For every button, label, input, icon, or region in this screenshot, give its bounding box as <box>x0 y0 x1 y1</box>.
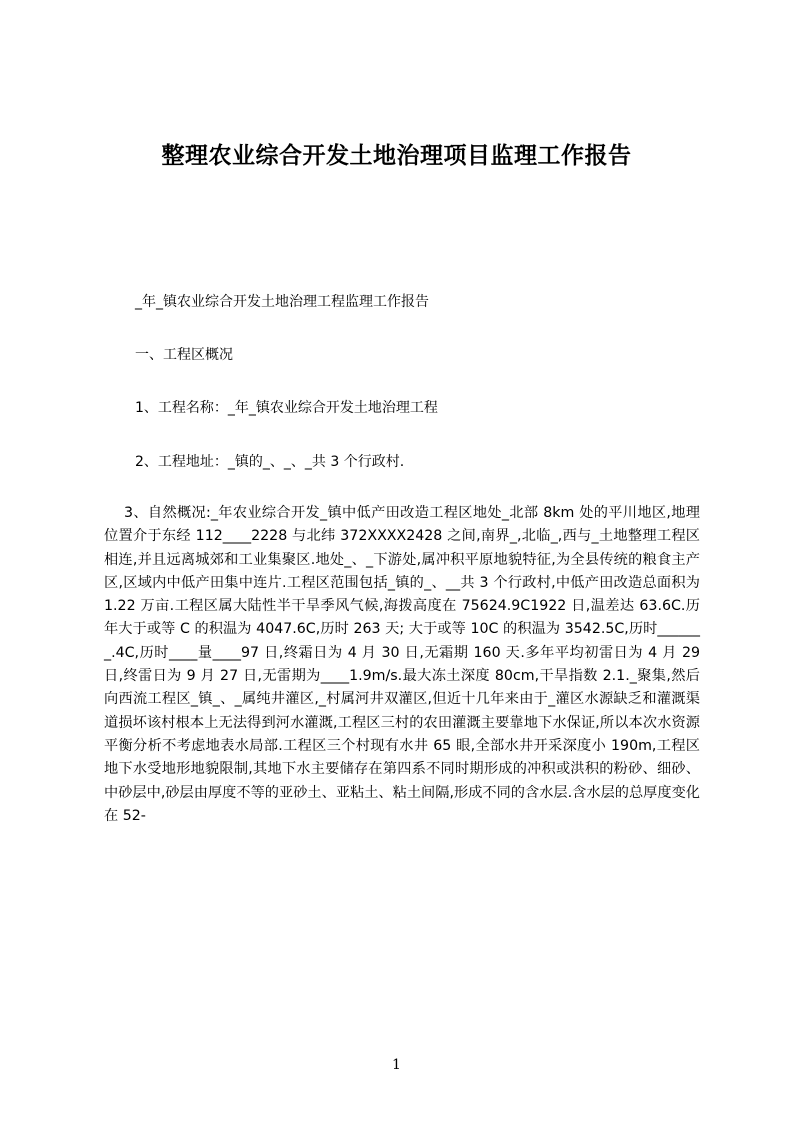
natural-overview-paragraph: 3、自然概况:_年农业综合开发_镇中低产田改造工程区地处_北部 8km 处的平川地区,地理位置介于东经 112____2228 与北纬 372XXXX2428 之间,南界_,北临_,西与_土地整理工程区相连,并且远离城郊和工业集聚区.地处_、_下游处,属冲积平原地貌特征,为全县传统的粮食主产区,区域内中低产田集中连片.工程区范围包括_镇的_、__共 3 个行政村,中低产田改造总面积为 1.22 万亩.工程区属大陆性半干旱季风气候,海拨高度在 75624.9C1922 日,温差达 63.6C.历年大于或等 C 的积温为 4047.6C,历时 263 天; 大于或等 10C 的积温为 3542.5C,历时_______.4C,历时____量____97 日,终霜日为 4 月 30 日,无霜期 160 天.多年平均初雷日为 4 月 29 日,终雷日为 9 月 27 日,无雷期为____1.9m/s.最大冻土深度 80cm,干旱指数 2.1._聚集,然后向西流工程区_镇_、_属纯井灌区,_村属河井双灌区,但近十几年来由于_灌区水源缺乏和灌溉渠道损坏该村根本上无法得到河水灌溉,工程区三村的农田灌溉主要靠地下水保证,所以本次水资源平衡分析不考虑地表水局部.工程区三个村现有水井 65 眼,全部水井开采深度小 190m,工程区地下水受地形地貌限制,其地下水主要储存在第四系不同时期形成的冲积或洪积的粉砂、细砂、中砂层中,砂层由厚度不等的亚砂土、亚粘土、粘土间隔,形成不同的含水层.含水层的总厚度变化在 52- <box>104 505 700 824</box>
page-number: 1 <box>392 1057 401 1073</box>
document-title: 整理农业综合开发土地治理项目监理工作报告 <box>161 143 632 169</box>
project-address-item: 2、工程地址：_镇的_、_、_共 3 个行政村. <box>135 454 405 470</box>
report-subtitle: _年_镇农业综合开发土地治理工程监理工作报告 <box>135 294 429 310</box>
section-heading: 一、工程区概况 <box>135 347 233 363</box>
project-name-item: 1、工程名称：_年_镇农业综合开发土地治理工程 <box>135 400 438 416</box>
